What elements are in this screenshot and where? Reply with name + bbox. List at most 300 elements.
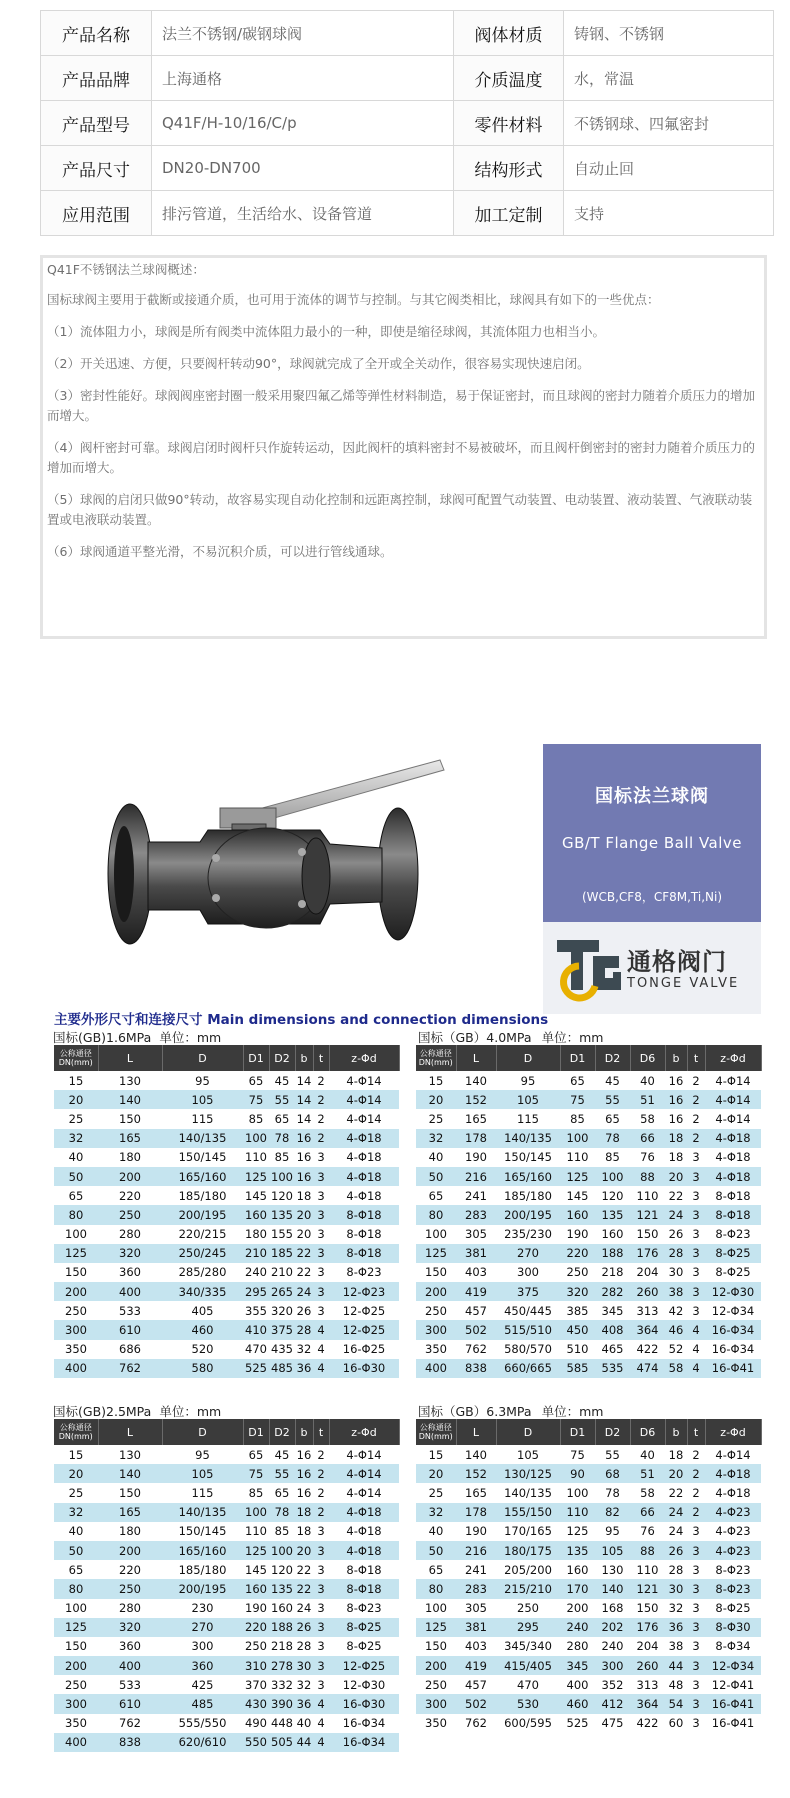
table-cell: 200/195 (162, 1579, 243, 1598)
table-cell: 8-Φ18 (329, 1244, 399, 1263)
table-cell: 250 (54, 1301, 98, 1320)
table-cell: 45 (269, 1445, 295, 1464)
table-cell: 3 (313, 1579, 329, 1598)
table-cell: 65 (595, 1109, 630, 1128)
table-cell: 3 (687, 1560, 705, 1579)
table-cell: 4-Φ18 (329, 1167, 399, 1186)
table-cell: 65 (269, 1109, 295, 1128)
table-cell: 474 (630, 1359, 665, 1378)
table-cell: 66 (630, 1129, 665, 1148)
table-cell: 250 (243, 1637, 269, 1656)
table-cell: 4 (313, 1359, 329, 1378)
table-cell: 22 (295, 1263, 313, 1282)
table-row (416, 1320, 761, 1339)
table-cell: 405 (162, 1301, 243, 1320)
table-cell: 110 (243, 1522, 269, 1541)
table-cell: 50 (416, 1541, 456, 1560)
table-cell: 58 (630, 1109, 665, 1128)
table-cell: 4-Φ14 (329, 1445, 399, 1464)
table-row (416, 1522, 761, 1541)
table-cell: 352 (595, 1675, 630, 1694)
table-cell: 160 (269, 1599, 295, 1618)
table-cell: 120 (269, 1186, 295, 1205)
table-cell: 180 (98, 1522, 162, 1541)
table-cell: 415/405 (496, 1656, 560, 1675)
table-cell: 4-Φ14 (705, 1109, 761, 1128)
spec-key: 产品名称 (41, 11, 152, 56)
banner-materials: (WCB,CF8，CF8M,Ti,Ni) (581, 890, 723, 904)
table-cell: 15 (416, 1445, 456, 1464)
table-cell: 610 (98, 1694, 162, 1713)
spec-key: 零件材料 (454, 101, 564, 146)
table-cell: 185 (269, 1244, 295, 1263)
table-cell: 145 (243, 1186, 269, 1205)
table-cell: 2 (313, 1483, 329, 1502)
table-cell: 2 (687, 1109, 705, 1128)
table-cell: 105 (595, 1541, 630, 1560)
table-cell: 78 (269, 1129, 295, 1148)
table-cell: 320 (98, 1618, 162, 1637)
table-cell: 155/150 (496, 1503, 560, 1522)
table-cell: 14 (295, 1090, 313, 1109)
table-cell: 78 (269, 1503, 295, 1522)
table-cell: 8-Φ23 (329, 1599, 399, 1618)
table-row (54, 1282, 399, 1301)
table-cell: 12-Φ25 (329, 1320, 399, 1339)
table-cell: 3 (313, 1225, 329, 1244)
table-cell: 95 (595, 1522, 630, 1541)
table-cell: 135 (560, 1541, 595, 1560)
table-cell: 450 (560, 1320, 595, 1339)
table-cell: 121 (630, 1579, 665, 1598)
table-cell: 200 (560, 1599, 595, 1618)
table-cell: 200 (54, 1282, 98, 1301)
table-cell: 313 (630, 1301, 665, 1320)
spec-row (41, 101, 774, 146)
table-cell: 135 (269, 1579, 295, 1598)
table-cell: 152 (456, 1464, 496, 1483)
table-cell: 160 (243, 1205, 269, 1224)
table-cell: 50 (54, 1541, 98, 1560)
column-header: D2 (269, 1419, 295, 1445)
table-cell: 105 (496, 1090, 560, 1109)
column-header: b (295, 1045, 313, 1071)
table-cell: 3 (687, 1263, 705, 1282)
table-cell: 375 (269, 1320, 295, 1339)
table-cell: 65 (243, 1071, 269, 1090)
table-cell: 3 (313, 1186, 329, 1205)
table-cell: 3 (313, 1205, 329, 1224)
table-cell: 65 (243, 1445, 269, 1464)
table-cell: 82 (595, 1503, 630, 1522)
table-cell: 305 (456, 1599, 496, 1618)
table-cell: 40 (416, 1148, 456, 1167)
table-cell: 16 (295, 1167, 313, 1186)
table-cell: 2 (687, 1503, 705, 1522)
table-cell: 340/335 (162, 1282, 243, 1301)
table-cell: 68 (595, 1464, 630, 1483)
table-title-2-5mpa: 国标(GB)2.5MPa 单位：mm (53, 1404, 222, 1419)
table-cell: 165/160 (162, 1167, 243, 1186)
spec-key: 产品型号 (41, 101, 152, 146)
table-cell: 48 (665, 1675, 687, 1694)
column-header: b (665, 1045, 687, 1071)
table-cell: 185/180 (162, 1186, 243, 1205)
column-header: L (456, 1045, 496, 1071)
table-cell: 435 (269, 1340, 295, 1359)
table-row (54, 1244, 399, 1263)
table-cell: 20 (295, 1225, 313, 1244)
table-row (54, 1656, 399, 1675)
table-cell: 95 (496, 1071, 560, 1090)
table-cell: 3 (313, 1618, 329, 1637)
table-cell: 38 (665, 1637, 687, 1656)
table-cell: 8-Φ25 (329, 1618, 399, 1637)
table-cell: 165 (456, 1109, 496, 1128)
table-cell: 12-Φ34 (705, 1656, 761, 1675)
table-cell: 165/160 (162, 1541, 243, 1560)
table-cell: 8-Φ25 (705, 1244, 761, 1263)
table-cell: 3 (687, 1522, 705, 1541)
table-cell: 16-Φ34 (705, 1340, 761, 1359)
column-header: D1 (560, 1045, 595, 1071)
spec-key: 产品品牌 (41, 56, 152, 101)
table-cell: 150/145 (162, 1522, 243, 1541)
table-cell: 8-Φ34 (705, 1637, 761, 1656)
table-cell: 150/145 (496, 1148, 560, 1167)
column-header: L (456, 1419, 496, 1445)
table-cell: 250 (496, 1599, 560, 1618)
table-cell: 8-Φ25 (329, 1637, 399, 1656)
table-cell: 95 (162, 1071, 243, 1090)
table-cell: 8-Φ18 (329, 1579, 399, 1598)
table-cell: 448 (269, 1714, 295, 1733)
table-cell: 140 (595, 1579, 630, 1598)
table-cell: 278 (269, 1656, 295, 1675)
table-cell: 457 (456, 1675, 496, 1694)
table-cell: 180/175 (496, 1541, 560, 1560)
table-cell: 345/340 (496, 1637, 560, 1656)
table-cell: 16 (295, 1483, 313, 1502)
column-header: D1 (243, 1045, 269, 1071)
table-cell: 190 (456, 1148, 496, 1167)
table-cell: 16-Φ30 (329, 1694, 399, 1713)
table-cell: 170/165 (496, 1522, 560, 1541)
table-cell: 50 (54, 1167, 98, 1186)
table-title-4-0mpa: 国标（GB）4.0MPa 单位：mm (418, 1030, 604, 1045)
table-cell: 155 (269, 1225, 295, 1244)
table-cell: 190 (560, 1225, 595, 1244)
table-cell: 24 (295, 1599, 313, 1618)
table-cell: 660/665 (496, 1359, 560, 1378)
table-cell: 205/200 (496, 1560, 560, 1579)
table-cell: 165 (98, 1503, 162, 1522)
table-cell: 535 (595, 1359, 630, 1378)
spec-value: Q41F/H-10/16/C/p (152, 101, 454, 146)
table-cell: 8-Φ18 (329, 1225, 399, 1244)
spec-value: 上海通格 (152, 56, 454, 101)
table-cell: 485 (162, 1694, 243, 1713)
table-cell: 78 (595, 1483, 630, 1502)
table-cell: 26 (665, 1541, 687, 1560)
table-row (416, 1714, 761, 1733)
table-cell: 3 (687, 1618, 705, 1637)
table-cell: 4-Φ18 (329, 1148, 399, 1167)
column-header: b (295, 1419, 313, 1445)
table-cell: 200 (416, 1282, 456, 1301)
table-cell: 125 (54, 1618, 98, 1637)
table-cell: 40 (54, 1522, 98, 1541)
dimension-table-6-3mpa (416, 1419, 762, 1733)
column-header: D6 (630, 1419, 665, 1445)
table-row (54, 1675, 399, 1694)
dimension-table-4-0mpa (416, 1045, 762, 1378)
table-cell: 250 (416, 1675, 456, 1694)
table-cell: 4 (313, 1694, 329, 1713)
table-cell: 4-Φ18 (329, 1522, 399, 1541)
table-row (416, 1503, 761, 1522)
table-cell: 115 (162, 1483, 243, 1502)
table-cell: 140/135 (496, 1129, 560, 1148)
table-cell: 25 (416, 1483, 456, 1502)
table-cell: 3 (313, 1656, 329, 1675)
table-cell: 12-Φ23 (329, 1282, 399, 1301)
column-header: z-Φd (705, 1419, 761, 1445)
table-cell: 4-Φ14 (329, 1090, 399, 1109)
table-row (416, 1186, 761, 1205)
table-cell: 8-Φ18 (705, 1205, 761, 1224)
table-cell: 283 (456, 1579, 496, 1598)
table-row (416, 1483, 761, 1502)
table-cell: 202 (595, 1618, 630, 1637)
table-cell: 65 (269, 1483, 295, 1502)
table-cell: 3 (687, 1244, 705, 1263)
table-cell: 400 (560, 1675, 595, 1694)
table-cell: 270 (162, 1618, 243, 1637)
table-cell: 80 (416, 1205, 456, 1224)
table-cell: 18 (665, 1148, 687, 1167)
spec-row (41, 56, 774, 101)
table-cell: 280 (560, 1637, 595, 1656)
table-row (54, 1109, 399, 1128)
table-cell: 125 (416, 1618, 456, 1637)
table-cell: 45 (595, 1071, 630, 1090)
table-cell: 412 (595, 1694, 630, 1713)
table-cell: 51 (630, 1464, 665, 1483)
table-cell: 450/445 (496, 1301, 560, 1320)
table-cell: 20 (665, 1464, 687, 1483)
table-cell: 360 (162, 1656, 243, 1675)
table-cell: 8-Φ25 (705, 1263, 761, 1282)
table-row (416, 1167, 761, 1186)
description-point: （4）阀杆密封可靠。球阀启闭时阀杆只作旋转运动，因此阀杆的填料密封不易被破坏，而且阀杆倒密封的密封力随着介质压力的增加而增大。 (47, 440, 755, 475)
table-cell: 185/180 (162, 1560, 243, 1579)
table-cell: 2 (313, 1129, 329, 1148)
table-row (54, 1148, 399, 1167)
table-cell: 3 (313, 1637, 329, 1656)
table-cell: 75 (243, 1090, 269, 1109)
table-cell: 65 (54, 1560, 98, 1579)
table-cell: 150 (416, 1263, 456, 1282)
table-row (54, 1340, 399, 1359)
table-cell: 160 (560, 1560, 595, 1579)
column-header: z-Φd (329, 1045, 399, 1071)
table-cell: 2 (687, 1445, 705, 1464)
table-cell: 80 (416, 1579, 456, 1598)
table-cell: 4-Φ23 (705, 1541, 761, 1560)
table-cell: 4 (313, 1320, 329, 1339)
table-cell: 515/510 (496, 1320, 560, 1339)
table-cell: 60 (665, 1714, 687, 1733)
table-cell: 150 (416, 1637, 456, 1656)
table-cell: 16-Φ34 (705, 1320, 761, 1339)
table-cell: 105 (162, 1090, 243, 1109)
table-row (54, 1320, 399, 1339)
table-cell: 65 (54, 1186, 98, 1205)
table-cell: 240 (595, 1637, 630, 1656)
table-cell: 130 (98, 1445, 162, 1464)
table-cell: 3 (687, 1301, 705, 1320)
ball-valve-illustration (90, 752, 450, 972)
spec-value: 自动止回 (564, 146, 774, 191)
table-cell: 3 (687, 1148, 705, 1167)
table-cell: 4-Φ23 (705, 1522, 761, 1541)
table-cell: 220 (560, 1244, 595, 1263)
table-cell: 3 (313, 1599, 329, 1618)
table-cell: 2 (687, 1129, 705, 1148)
table-cell: 26 (665, 1225, 687, 1244)
table-cell: 585 (560, 1359, 595, 1378)
table-cell: 470 (243, 1340, 269, 1359)
table-cell: 24 (665, 1503, 687, 1522)
table-cell: 75 (560, 1090, 595, 1109)
table-cell: 4 (313, 1340, 329, 1359)
table-cell: 38 (665, 1282, 687, 1301)
table-cell: 52 (665, 1340, 687, 1359)
table-cell: 100 (416, 1225, 456, 1244)
table-cell: 295 (496, 1618, 560, 1637)
table-cell: 85 (595, 1148, 630, 1167)
table-cell: 4-Φ18 (705, 1464, 761, 1483)
column-header: 公称通径DN(mm) (416, 1419, 456, 1445)
table-cell: 8-Φ18 (329, 1205, 399, 1224)
table-cell: 135 (269, 1205, 295, 1224)
column-header: 公称通径DN(mm) (416, 1045, 456, 1071)
table-row (54, 1129, 399, 1148)
table-cell: 28 (295, 1637, 313, 1656)
table-cell: 130 (595, 1560, 630, 1579)
table-cell: 300 (416, 1694, 456, 1713)
column-header: D (162, 1419, 243, 1445)
column-header: t (313, 1045, 329, 1071)
table-cell: 25 (416, 1109, 456, 1128)
table-cell: 400 (54, 1733, 98, 1752)
table-cell: 16 (295, 1148, 313, 1167)
table-cell: 300 (416, 1320, 456, 1339)
table-cell: 22 (665, 1186, 687, 1205)
table-row (416, 1579, 761, 1598)
table-cell: 16 (295, 1129, 313, 1148)
table-cell: 185/180 (496, 1186, 560, 1205)
table-header-row (416, 1045, 761, 1071)
table-cell: 85 (269, 1522, 295, 1541)
table-cell: 140/135 (162, 1129, 243, 1148)
table-cell: 15 (416, 1071, 456, 1090)
table-cell: 40 (630, 1445, 665, 1464)
table-cell: 3 (687, 1579, 705, 1598)
table-cell: 2 (313, 1071, 329, 1090)
table-cell: 235/230 (496, 1225, 560, 1244)
spec-key: 阀体材质 (454, 11, 564, 56)
table-row (54, 1560, 399, 1579)
table-cell: 78 (595, 1129, 630, 1148)
table-row (54, 1359, 399, 1378)
table-cell: 121 (630, 1205, 665, 1224)
table-row (54, 1637, 399, 1656)
table-row (54, 1579, 399, 1598)
table-cell: 300 (162, 1637, 243, 1656)
table-cell: 200/195 (496, 1205, 560, 1224)
table-cell: 4 (313, 1733, 329, 1752)
table-cell: 110 (630, 1560, 665, 1579)
table-cell: 240 (243, 1263, 269, 1282)
table-header-row (54, 1419, 399, 1445)
table-cell: 115 (496, 1109, 560, 1128)
table-cell: 400 (98, 1656, 162, 1675)
table-cell: 600/595 (496, 1714, 560, 1733)
table-cell: 45 (269, 1071, 295, 1090)
table-cell: 350 (416, 1340, 456, 1359)
table-cell: 8-Φ18 (329, 1560, 399, 1579)
table-cell: 100 (560, 1129, 595, 1148)
table-cell: 16 (665, 1071, 687, 1090)
table-cell: 16-Φ41 (705, 1359, 761, 1378)
table-cell: 400 (416, 1359, 456, 1378)
table-cell: 150 (630, 1599, 665, 1618)
table-cell: 364 (630, 1320, 665, 1339)
table-cell: 54 (665, 1694, 687, 1713)
column-header: L (98, 1419, 162, 1445)
table-cell: 355 (243, 1301, 269, 1320)
table-cell: 40 (295, 1714, 313, 1733)
table-cell: 85 (560, 1109, 595, 1128)
table-cell: 400 (54, 1359, 98, 1378)
table-cell: 125 (243, 1167, 269, 1186)
table-cell: 465 (595, 1340, 630, 1359)
table-cell: 152 (456, 1090, 496, 1109)
table-cell: 30 (665, 1579, 687, 1598)
table-cell: 216 (456, 1541, 496, 1560)
table-cell: 200 (54, 1656, 98, 1675)
table-cell: 12-Φ41 (705, 1675, 761, 1694)
table-row (54, 1694, 399, 1713)
column-header: D6 (630, 1045, 665, 1071)
table-cell: 8-Φ23 (705, 1560, 761, 1579)
table-cell: 85 (243, 1109, 269, 1128)
table-cell: 200 (416, 1656, 456, 1675)
table-cell: 385 (560, 1301, 595, 1320)
table-cell: 30 (665, 1263, 687, 1282)
table-cell: 686 (98, 1340, 162, 1359)
column-header: D (496, 1419, 560, 1445)
table-cell: 230 (162, 1599, 243, 1618)
table-cell: 30 (295, 1656, 313, 1675)
table-cell: 460 (162, 1320, 243, 1339)
table-row (54, 1503, 399, 1522)
table-cell: 165 (98, 1129, 162, 1148)
table-cell: 300 (595, 1656, 630, 1675)
table-cell: 16 (665, 1090, 687, 1109)
